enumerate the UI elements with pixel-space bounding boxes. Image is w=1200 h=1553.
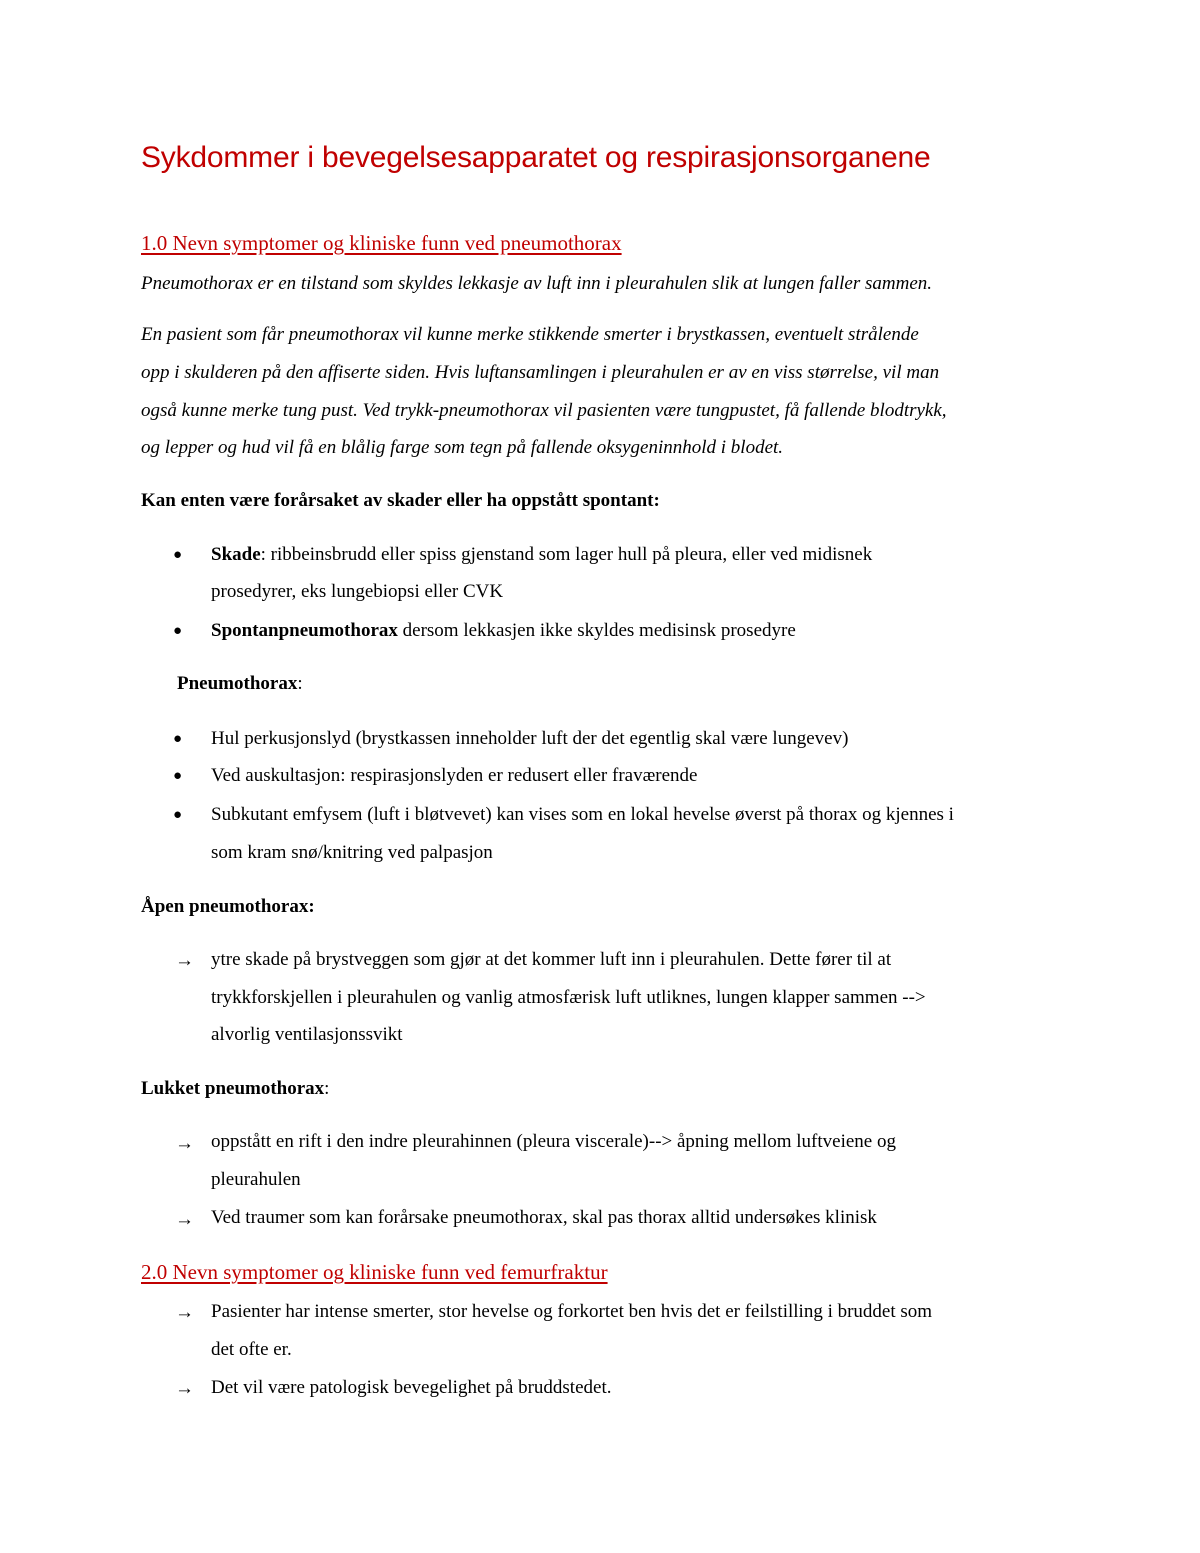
open-pneumothorax-heading: Åpen pneumothorax: <box>141 896 315 917</box>
bullet-icon: ● <box>173 768 183 784</box>
arrow-icon: → <box>175 950 194 971</box>
list-item: Ved traumer som kan forårsake pneumothorax, skal pas thorax alltid undersøkes klinisk <box>211 1207 877 1228</box>
list-item: oppstått en rift i den indre pleurahinnen (pleura viscerale)--> åpning mellom luftveiene og <box>211 1131 896 1152</box>
arrow-icon: → <box>175 1378 194 1399</box>
list-item-continuation: trykkforskjellen i pleurahulen og vanlig atmosfærisk luft utliknes, lungen klapper sammen --> <box>211 987 926 1008</box>
bullet-icon: ● <box>173 547 183 563</box>
list-item: Ved auskultasjon: respirasjonslyden er redusert eller fraværende <box>211 765 698 786</box>
section-1-heading: 1.0 Nevn symptomer og kliniske funn ved pneumothorax <box>141 231 622 255</box>
list-item: Hul perkusjonslyd (brystkassen inneholder luft der det egentlig skal være lungevev) <box>211 728 849 749</box>
cause-text: : ribbeinsbrudd eller spiss gjenstand som lager hull på pleura, eller ved midisnek <box>260 544 873 565</box>
list-item: Subkutant emfysem (luft i bløtvevet) kan vises som en lokal hevelse øverst på thorax og kjennes i <box>211 804 954 825</box>
list-item: ytre skade på brystveggen som gjør at det kommer luft inn i pleurahulen. Dette fører til at <box>211 949 892 970</box>
bullet-icon: ● <box>173 807 183 823</box>
arrow-icon: → <box>175 1209 194 1230</box>
cause-text: dersom lekkasjen ikke skyldes medisinsk prosedyre <box>397 620 796 641</box>
closed-pneumothorax-heading: Lukket pneumothorax: <box>141 1078 330 1099</box>
pneumothorax-label: Pneumothorax: <box>177 673 303 694</box>
bullet-icon: ● <box>173 623 183 639</box>
arrow-icon: → <box>175 1302 194 1323</box>
list-item <box>211 620 796 642</box>
list-item: Pasienter har intense smerter, stor hevelse og forkortet ben hvis det er feilstilling i bruddet som <box>211 1301 933 1322</box>
cause-heading: Kan enten være forårsaket av skader eller ha oppstått spontant: <box>141 490 660 511</box>
paragraph-line: opp i skulderen på den affiserte siden. Hvis luftansamlingen i pleurahulen er av en viss størrelse, vil man <box>141 362 940 383</box>
bullet-icon: ● <box>173 731 183 747</box>
cause-term: Skade <box>211 544 261 565</box>
arrow-icon: → <box>175 1133 194 1154</box>
list-item <box>211 544 872 566</box>
paragraph-line: også kunne merke tung pust. Ved trykk-pneumothorax vil pasienten være tungpustet, få fallende blodtrykk, <box>141 400 947 421</box>
list-item-continuation: alvorlig ventilasjonssvikt <box>211 1024 403 1045</box>
section-2-heading: 2.0 Nevn symptomer og kliniske funn ved femurfraktur <box>141 1260 608 1284</box>
paragraph-line: og lepper og hud vil få en blålig farge som tegn på fallende oksygeninnhold i blodet. <box>141 437 784 458</box>
paragraph-line: En pasient som får pneumothorax vil kunne merke stikkende smerter i brystkassen, eventuelt strålende <box>141 324 919 345</box>
list-item: Det vil være patologisk bevegelighet på bruddstedet. <box>211 1377 612 1398</box>
page-title: Sykdommer i bevegelsesapparatet og respirasjonsorganene <box>141 141 931 174</box>
list-item-continuation: som kram snø/knitring ved palpasjon <box>211 842 493 863</box>
intro-paragraph: Pneumothorax er en tilstand som skyldes lekkasje av luft inn i pleurahulen slik at lungen faller sammen. <box>141 273 933 294</box>
list-item-continuation: pleurahulen <box>211 1169 301 1190</box>
list-item-continuation: prosedyrer, eks lungebiopsi eller CVK <box>211 581 504 602</box>
list-item-continuation: det ofte er. <box>211 1339 292 1360</box>
cause-term: Spontanpneumothorax <box>211 620 398 641</box>
